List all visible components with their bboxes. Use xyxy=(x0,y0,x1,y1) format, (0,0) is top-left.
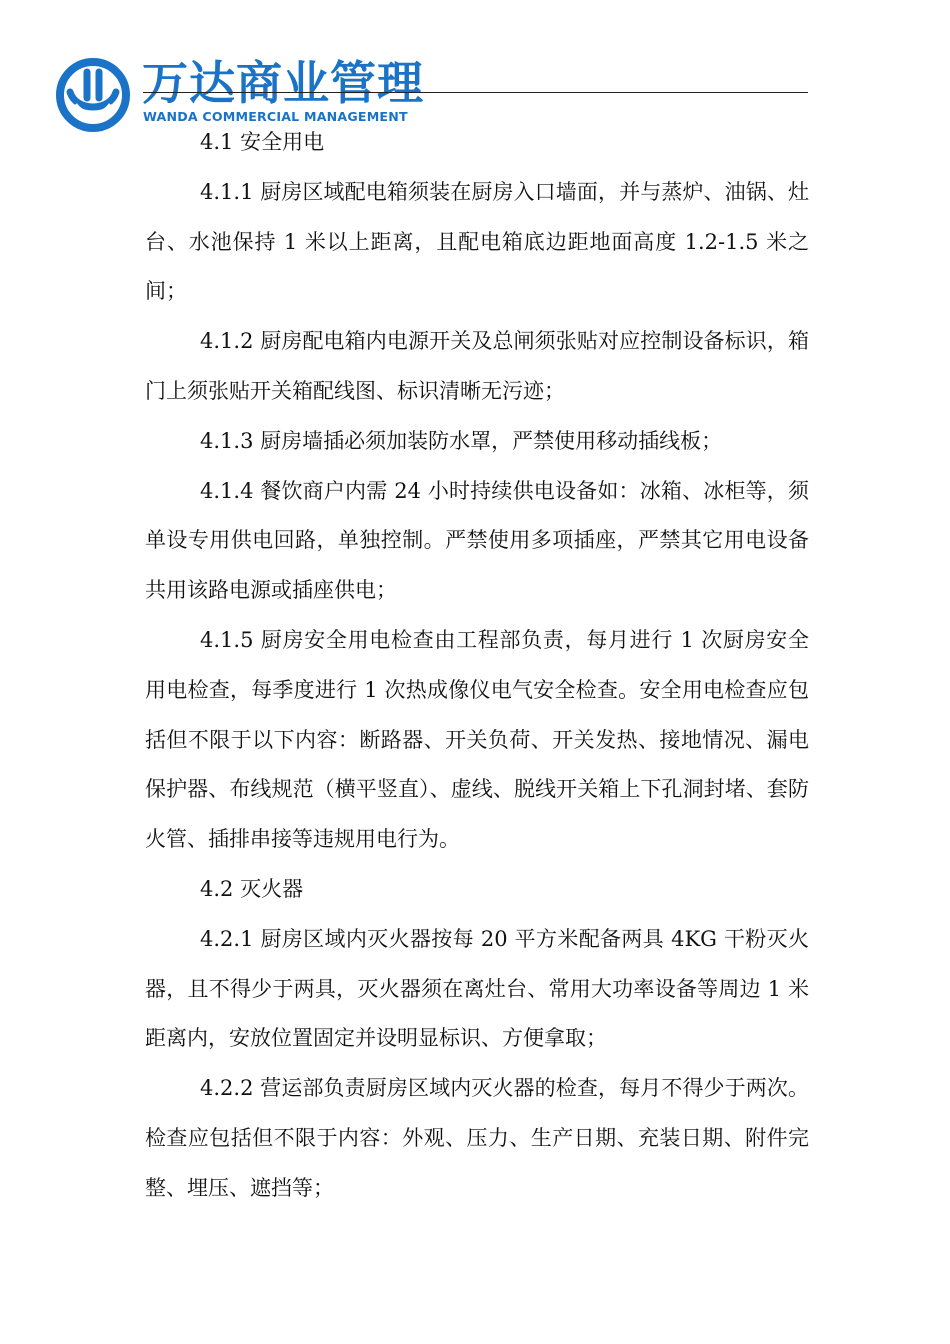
paragraph-4-1-5: 4.1.5 厨房安全用电检查由工程部负责，每月进行 1 次厨房安全用电检查，每季度进行 1 次热成像仪电气安全检查。安全用电检查应包括但不限于以下内容：断路器、开关负荷、开关发热、接地情况、漏电保护器、布线规范（横平竖直）、虚线、脱线开关箱上下孔洞封堵、套防火管、插排串接等违规用电行为。 xyxy=(145,627,809,852)
paragraph-4-2-2: 4.2.2 营运部负责厨房区域内灭火器的检查，每月不得少于两次。检查应包括但不限于内容：外观、压力、生产日期、充装日期、附件完整、埋压、遮挡等； xyxy=(145,1076,809,1200)
paragraph-4-1-2: 4.1.2 厨房配电箱内电源开关及总闸须张贴对应控制设备标识，箱门上须张贴开关箱配线图、标识清晰无污迹； xyxy=(145,329,809,403)
header-divider xyxy=(143,92,808,93)
document-body xyxy=(145,118,809,1214)
paragraph-4-1-1: 4.1.1 厨房区域配电箱须装在厨房入口墙面，并与蒸炉、油锅、灶台、水池保持 1 米以上距离，且配电箱底边距地面高度 1.2-1.5 米之间； xyxy=(145,179,809,304)
section-heading-4-1: 4.1 安全用电 xyxy=(200,130,325,154)
paragraph-4-2-1: 4.2.1 厨房区域内灭火器按每 20 平方米配备两具 4KG 干粉灭火器，且不得少于两具，灭火器须在离灶台、常用大功率设备等周边 1 米距离内，安放位置固定并设明显标识、方便拿取； xyxy=(145,926,809,1051)
wanda-logo-icon xyxy=(56,58,130,132)
paragraph-4-1-4: 4.1.4 餐饮商户内需 24 小时持续供电设备如：冰箱、冰柜等，须单设专用供电回路，单独控制。严禁使用多项插座，严禁其它用电设备共用该路电源或插座供电； xyxy=(145,478,809,603)
logo-english-text: WANDA COMMERCIAL MANAGEMENT xyxy=(143,109,408,124)
section-heading-4-2: 4.2 灭火器 xyxy=(200,876,304,901)
paragraph-4-1-3: 4.1.3 厨房墙插必须加装防水罩，严禁使用移动插线板； xyxy=(200,428,723,453)
logo-chinese-text: 万达商业管理 xyxy=(142,56,424,110)
